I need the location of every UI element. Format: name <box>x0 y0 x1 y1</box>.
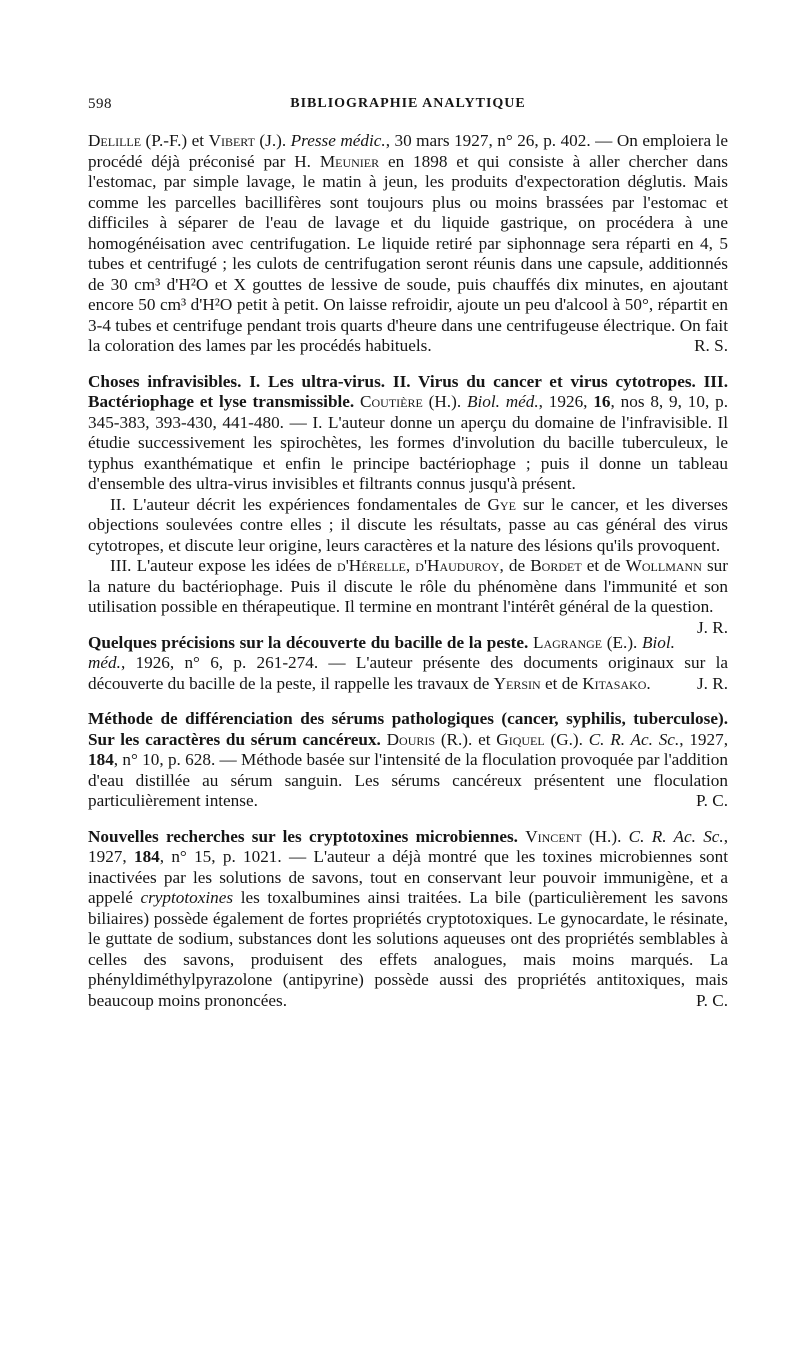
abstract-text: Méthode de différenciation des sérums pathologiques (cancer, syphilis, tuberculose). Sur les caractères du sérum cancéreux. Douris (R.). et Giquel (G.). C. R. Ac. Sc., 1927, 184, n° 10, p. 628. — Méthode basée sur l'intensité de la floculation provoquée par l'addition d'eau distillée au sérum sanguin. Les sérums cancéreux présentent une floculation particulièrement intense. P. C. <box>88 709 728 810</box>
volume-number: 184 <box>88 750 114 769</box>
entry-title: Quelques précisions sur la découverte du bacille de la peste. <box>88 632 529 652</box>
author-name: Douris <box>386 729 436 749</box>
journal-name: Presse médic. <box>290 131 386 150</box>
volume-number: 184 <box>133 847 160 866</box>
author-name: Lagrange <box>532 632 603 652</box>
journal-name: C. R. Ac. Sc. <box>628 826 724 846</box>
term: cryptotoxines <box>140 888 234 907</box>
abstract-paragraph: II. L'auteur décrit les expériences fondamentales de Gye sur le cancer, et les diverses objections soulevées contre elles ; il discute les résultats, passe au cas général des virus cytotropes, et discute leur origine, leurs caractères et la nature des lésions qu'ils provoquent. <box>88 494 728 555</box>
cited-name: Yersin <box>493 673 541 693</box>
journal-name: Biol. méd. <box>466 392 539 411</box>
cited-name: Kitasako <box>582 673 647 693</box>
abstract-entry <box>88 371 728 637</box>
entry-title: Méthode de différenciation des sérums pathologiques (cancer, syphilis, tuberculose). Sur les caractères du sérum cancéreux. <box>88 709 728 749</box>
cited-name: Bordet <box>530 556 582 575</box>
journal-name: Biol. méd. <box>88 632 675 672</box>
running-header <box>88 96 728 118</box>
abstract-text: Nouvelles recherches sur les cryptotoxines microbiennes. Vincent (H.). C. R. Ac. Sc., 1927, 184, n° 15, p. 1021. — L'auteur a déjà montré que les toxines microbiennes sont inactivées par les solutions de savons, tout en conservant leur pouvoir immunigène, et a appelé cryptotoxines les toxalbumines ainsi traitées. La bile (particulièrement les savons biliaires) possède également de fortes propriétés cryptotoxiques. Le gynocardate, le résinate, le guttate de sodium, substances dont les solutions aqueuses ont des propriétés semblables à celles des savons, produisent des effets analogues, mais moins marqués. La phényldiméthylpyrazolone (antipyrine) possède aussi des propriétés antitoxiques, mais beaucoup moins prononcées. P. C. <box>88 826 729 1010</box>
volume-number: 16 <box>593 392 611 411</box>
cited-name: d'Hérelle <box>337 556 406 575</box>
signature: P. C. <box>695 990 728 1010</box>
entry-title: Choses infravisibles. I. Les ultra-virus. II. Virus du cancer et virus cytotropes. III. Bactériophage et lyse transmissible. <box>88 371 728 411</box>
abstract-text: Quelques précisions sur la découverte du bacille de la peste. Lagrange (E.). Biol. méd., 1926, n° 6, p. 261-274. — L'auteur présente des documents originaux sur la découverte du bacille de la peste, il rappelle les travaux de Yersin et de Kitasako. J. R. <box>88 632 728 693</box>
page-number: 598 <box>88 96 112 112</box>
cited-name: Meunier <box>319 151 380 171</box>
signature: J. R. <box>696 617 728 637</box>
abstract-entry <box>88 131 728 357</box>
cited-name: Gye <box>487 494 516 514</box>
abstract-entry <box>88 827 728 1012</box>
abstract-text: Choses infravisibles. I. Les ultra-virus. II. Virus du cancer et virus cytotropes. III. Bactériophage et lyse transmissible. Coutière (H.). Biol. méd., 1926, 16, nos 8, 9, 10, p. 345-383, 393-430, 441-480. — I. L'auteur donne un aperçu du domaine de l'infravisible. Il étudie successivement les spirochètes, les formes d'involution du bacille tuberculeux, le typhus exanthématique et enfin le principe bactériophage ; puis il donne un tableau d'ensemble des ultra-virus invisibles et filtrants connus jusqu'à présent. <box>88 371 728 493</box>
author-name: Delille <box>88 131 142 150</box>
signature: J. R. <box>696 673 728 693</box>
page-body <box>88 131 728 1026</box>
author-name: Vibert <box>208 131 255 150</box>
abstract-entry <box>88 633 728 695</box>
journal-name: C. R. Ac. Sc. <box>588 729 680 749</box>
signature: R. S. <box>694 336 728 355</box>
cited-name: d'Hauduroy <box>415 556 500 575</box>
signature: P. C. <box>695 791 728 810</box>
author-name: Vincent <box>525 826 582 846</box>
entry-title: Nouvelles recherches sur les cryptotoxines microbiennes. <box>88 826 518 846</box>
running-title: BIBLIOGRAPHIE ANALYTIQUE <box>290 96 526 111</box>
author-name: Coutière <box>360 392 423 411</box>
abstract-text: Delille (P.-F.) et Vibert (J.). Presse médic., 30 mars 1927, n° 26, p. 402. — On emploiera le procédé déjà préconisé par H. Meunier en 1898 et qui consiste à aller chercher dans l'estomac, par simple lavage, le matin à jeun, les produits d'expectoration déglutis. Mais comme les parcelles bacillifères sont toujours plus ou moins brassées par l'estomac et difficiles à séparer de l'eau de lavage et du liquide gastrique, on procédera à une homogénéisation avec centrifugation. Le liquide retiré par siphonnage sera réparti en 4, 5 tubes et centrifugé ; les culots de centrifugation seront réunis dans une capsule, additionnés de 30 cm³ d'H²O et X gouttes de lessive de soude, puis chauffés dix minutes, en ajoutant encore 50 cm³ d'H²O petit à petit. On laisse refroidir, ajoute un peu d'alcool à 50°, répartit en 3-4 tubes et centrifuge pendant trois quarts d'heure dans une centrifugeuse électrique. On fait la coloration des lames par les procédés habituels. R. S. <box>88 131 728 355</box>
abstract-paragraph: III. L'auteur expose les idées de d'Hérelle, d'Hauduroy, de Bordet et de Wollmann sur la nature du bactériophage. Puis il discute le rôle du phénomène dans l'immunité et son utilisation possible en thérapeutique. Il termine en montrant l'intérêt général de la question. J. R. <box>88 556 728 637</box>
abstract-entry <box>88 709 728 812</box>
author-name: Giquel <box>496 729 545 749</box>
cited-name: Wollmann <box>625 556 702 575</box>
